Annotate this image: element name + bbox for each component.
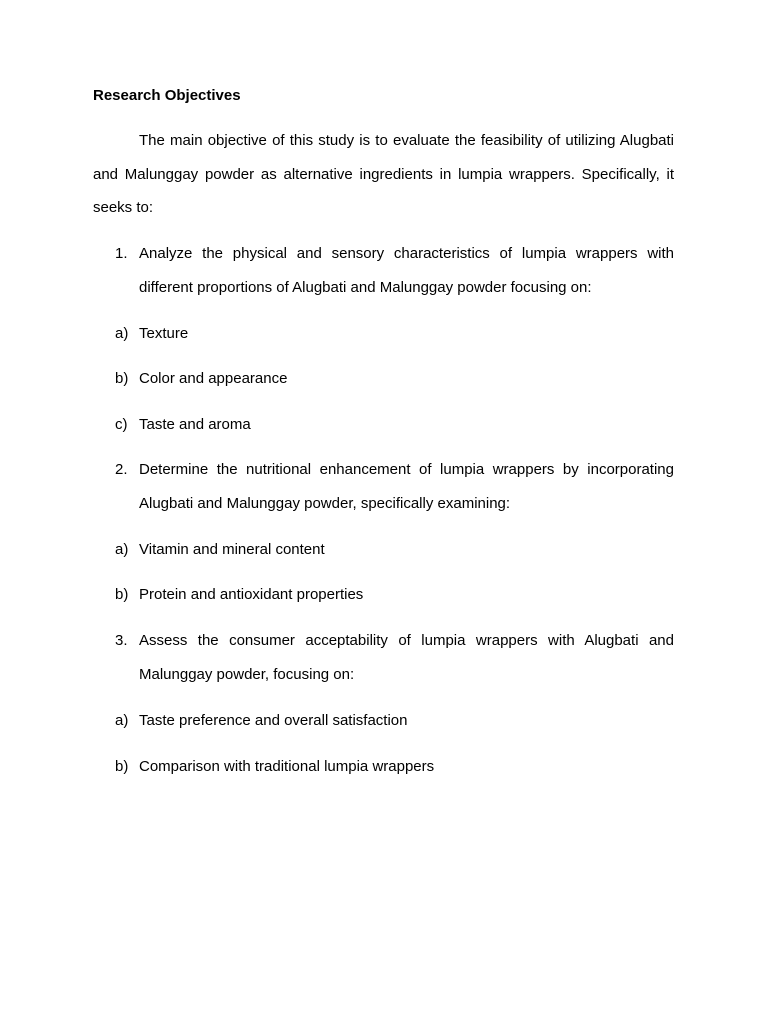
list-marker: a) [115,325,129,342]
list-item-text: Analyze the physical and sensory characteristics of lumpia wrappers with different proportions of Alugbati and Malunggay powder focusing on: [139,245,674,296]
sub-item-vitamin [115,533,674,567]
list-item-text: Assess the consumer acceptability of lumpia wrappers with Alugbati and Malunggay powder, focusing on: [139,632,674,683]
list-item-text: Taste and aroma [139,416,251,433]
sub-item-protein [115,578,674,612]
section-heading: Research Objectives [93,87,241,104]
intro-paragraph: The main objective of this study is to evaluate the feasibility of utilizing Alugbati and Malunggay powder as alternative ingredients in lumpia wrappers. Specifically, it seeks to: [93,132,674,217]
list-marker: 1. [115,245,128,262]
list-marker: b) [115,758,129,775]
list-marker: b) [115,370,129,387]
list-item-text: Taste preference and overall satisfaction [139,712,408,729]
list-marker: a) [115,712,129,729]
list-item-text: Determine the nutritional enhancement of lumpia wrappers by incorporating Alugbati and Malunggay powder, specifically examining: [139,461,674,512]
objective-item-2 [115,453,674,521]
sub-item-taste [115,408,674,442]
list-marker: b) [115,586,129,603]
objective-item-1 [115,237,674,305]
sub-item-color [115,362,674,396]
objective-item-3 [115,624,674,692]
sub-item-comparison [115,750,674,784]
list-marker: a) [115,541,129,558]
sub-item-preference [115,704,674,738]
list-item-text: Color and appearance [139,370,288,387]
list-item-text: Vitamin and mineral content [139,541,325,558]
list-marker: c) [115,416,128,433]
sub-item-texture [115,317,674,351]
list-marker: 3. [115,632,128,649]
list-item-text: Protein and antioxidant properties [139,586,364,603]
list-item-text: Comparison with traditional lumpia wrappers [139,758,435,775]
list-marker: 2. [115,461,128,478]
list-item-text: Texture [139,325,189,342]
